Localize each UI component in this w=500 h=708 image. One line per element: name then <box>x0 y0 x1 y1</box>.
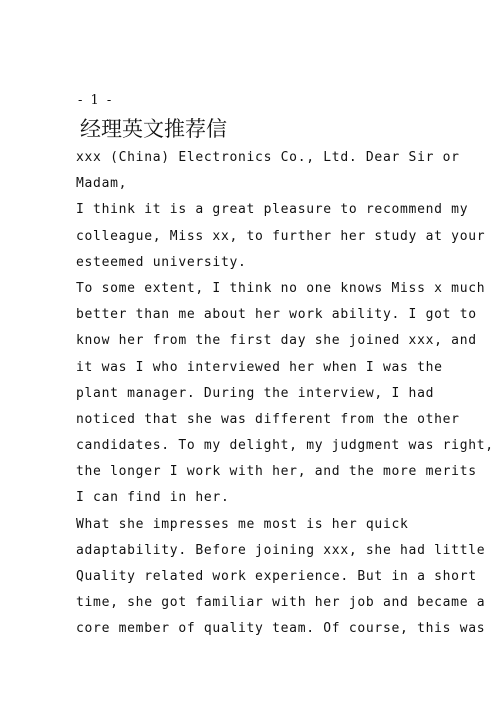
body-line: time, she got familiar with her job and became a <box>76 595 486 611</box>
body-line: colleague, Miss xx, to further her study at your <box>76 228 486 244</box>
body-line: Madam, <box>76 176 128 192</box>
body-line: the longer I work with her, and the more merits <box>76 464 477 480</box>
body-line: plant manager. During the interview, I had <box>76 385 435 401</box>
page-number: - 1 - <box>78 93 114 108</box>
body-line: better than me about her work ability. I got to <box>76 307 477 323</box>
body-line: adaptability. Before joining xxx, she had little <box>76 542 486 558</box>
body-line: Quality related work experience. But in a short <box>76 569 477 584</box>
body-line: I think it is a great pleasure to recommend my <box>76 202 469 218</box>
body-line: know her from the first day she joined xxx, and <box>76 333 477 349</box>
body-line: noticed that she was different from the other <box>76 411 460 427</box>
body-line: What she impresses me most is her quick <box>76 516 409 532</box>
body-line: To some extent, I think no one knows Miss x much <box>76 280 486 296</box>
body-line: esteemed university. <box>76 254 247 270</box>
body-line: it was I who interviewed her when I was the <box>76 359 443 375</box>
document-title: 经理英文推荐信 <box>80 117 227 141</box>
body-line: xxx (China) Electronics Co., Ltd. Dear Sir or <box>76 150 460 165</box>
letter-body <box>76 145 494 643</box>
body-line: I can find in her. <box>76 490 230 506</box>
body-line: candidates. To my delight, my judgment was right, <box>76 438 494 454</box>
body-line: core member of quality team. Of course, this was <box>76 621 486 637</box>
